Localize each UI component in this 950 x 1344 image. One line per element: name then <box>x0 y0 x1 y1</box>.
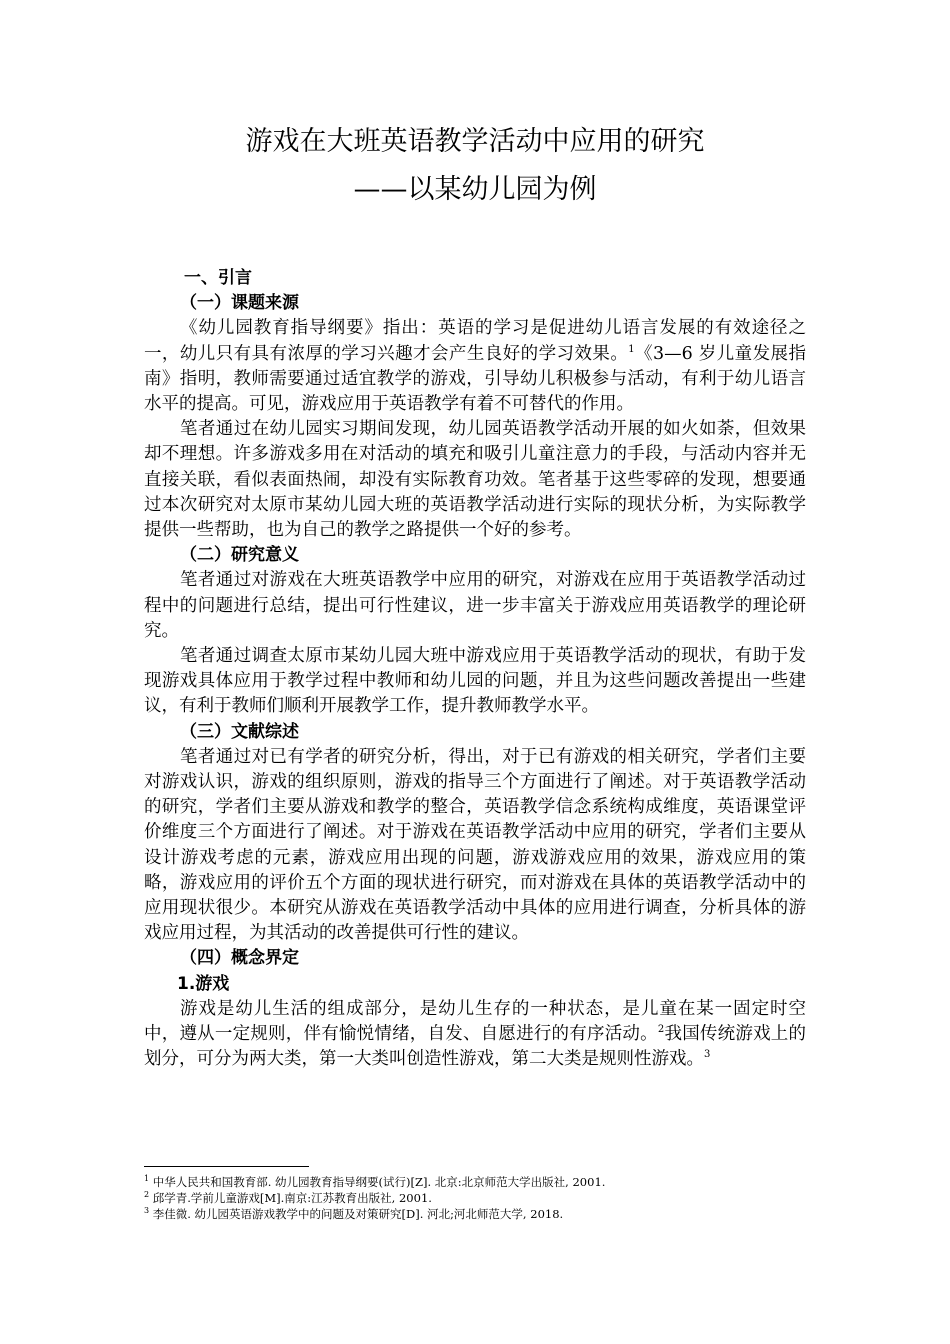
heading-introduction: 一、引言 <box>184 268 252 288</box>
heading-game: 1.游戏 <box>177 973 230 994</box>
paragraph-text: 《幼儿园教育指导纲要》指出：英语的学习是促进幼儿语言发展的有效途径之一，幼儿只有具有浓厚的学习兴趣才会产生良好的学习效果。 <box>144 318 806 364</box>
footnote <box>144 1190 824 1206</box>
footnote <box>144 1174 824 1190</box>
footnote-text: 中华人民共和国教育部. 幼儿园教育指导纲要(试行)[Z]. 北京:北京师范大学出版社, 2001. <box>152 1175 606 1189</box>
paragraph-text: 《3—6 岁儿童发展指南》指明，教师需要通过适宜教学的游戏，引导幼儿积极参与活动，有利于幼儿语言水平的提高。可见，游戏应用于英语教学有着不可替代的作用。 <box>144 343 806 415</box>
paragraph: 笔者通过对游戏在大班英语教学中应用的研究，对游戏在应用于英语教学活动过程中的问题进行总结，提出可行性建议，进一步丰富关于游戏应用英语教学的理论研究。 <box>144 570 806 641</box>
heading-research-significance: （二）研究意义 <box>180 545 299 566</box>
paragraph: 笔者通过对已有学者的研究分析，得出，对于已有游戏的相关研究，学者们主要对游戏认识，游戏的组织原则，游戏的指导三个方面进行了阐述。对于英语教学活动的研究，学者们主要从游戏和教学的整合，英语教学信念系统构成维度，英语课堂评价维度三个方面进行了阐述。对于游戏在英语教学活动中应用的研究，学者们主要从设计游戏考虑的元素，游戏应用出现的问题，游戏游戏应用的效果，游戏应用的策略，游戏应用的评价五个方面的现状进行研究，而对游戏在具体的英语教学活动中的应用现状很少。本研究从游戏在英语教学活动中具体的应用进行调查，分析具体的游戏应用过程，为其活动的改善提供可行性的建议。 <box>144 746 806 944</box>
footnote <box>144 1206 824 1222</box>
paragraph: 笔者通过在幼儿园实习期间发现，幼儿园英语教学活动开展的如火如荼，但效果却不理想。许多游戏多用在对活动的填充和吸引儿童注意力的手段，与活动内容并无直接关联，看似表面热闹，却没有实际教育功效。笔者基于这些零碎的发现，想要通过本次研究对太原市某幼儿园大班的英语教学活动进行实际的现状分析，为实际教学提供一些帮助，也为自己的教学之路提供一个好的参考。 <box>144 419 806 541</box>
document-subtitle: ——以某幼儿园为例 <box>353 174 597 205</box>
footnote-ref: 1 <box>628 343 635 355</box>
paragraph-text: 我国传统游戏上的划分，可分为两大类，第一大类叫创造性游戏，第二大类是规则性游戏。 <box>144 1024 807 1070</box>
footnote-ref: 2 <box>657 1024 665 1036</box>
footnotes <box>144 1174 824 1222</box>
document-title: 游戏在大班英语教学活动中应用的研究 <box>245 126 705 157</box>
footnote-ref: 3 <box>704 1049 711 1061</box>
footnote-text: 李佳微. 幼儿园英语游戏教学中的问题及对策研究[D]. 河北;河北师范大学, 2018. <box>152 1207 564 1221</box>
paragraph <box>144 316 806 417</box>
footnote-divider <box>144 1166 309 1167</box>
heading-concept-definition: （四）概念界定 <box>180 948 299 969</box>
heading-topic-source: （一）课题来源 <box>180 293 299 314</box>
footnote-number: 3 <box>144 1206 150 1215</box>
footnote-text: 邱学青.学前儿童游戏[M].南京:江苏教育出版社, 2001. <box>152 1191 432 1205</box>
body-text <box>144 266 806 1073</box>
heading-literature-review: （三）文献综述 <box>180 721 299 742</box>
footnote-number: 1 <box>144 1174 150 1183</box>
paragraph-text: 游戏是幼儿生活的组成部分，是幼儿生存的一种状态，是儿童在某一固定时空中，遵从一定规则，伴有愉悦情绪，自发、自愿进行的有序活动。 <box>144 998 806 1045</box>
footnote-number: 2 <box>144 1190 150 1199</box>
paragraph <box>144 997 806 1073</box>
paragraph: 笔者通过调查太原市某幼儿园大班中游戏应用于英语教学活动的现状，有助于发现游戏具体应用于教学过程中教师和幼儿园的问题，并且为这些问题改善提出一些建议，有利于教师们顺利开展教学工作，提升教师教学水平。 <box>144 646 806 717</box>
